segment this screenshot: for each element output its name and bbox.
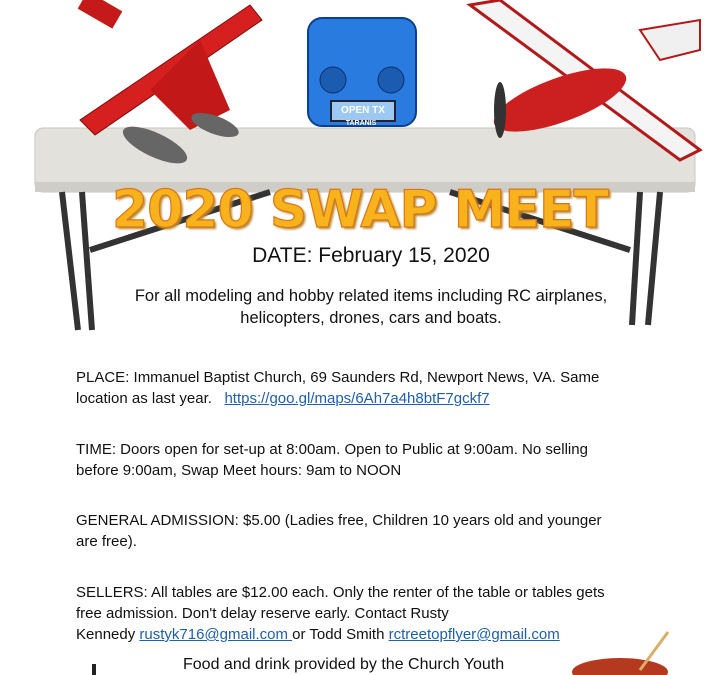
- intro-line: For all modeling and hobby related items including RC airplanes,: [134, 287, 608, 305]
- place-line: location as last year.: [76, 390, 212, 407]
- admission-section: [76, 510, 696, 552]
- email-link-todd[interactable]: rctreetopflyer@gmail.com: [388, 626, 560, 643]
- sellers-line: or Todd Smith: [292, 626, 389, 643]
- bottle-image: [92, 664, 96, 675]
- email-link-rusty[interactable]: rustyk716@gmail.com: [139, 626, 293, 643]
- food-note: Food and drink provided by the Church Youth: [183, 656, 505, 673]
- transmitter-screen: OPEN TX: [330, 100, 396, 122]
- map-link[interactable]: https://goo.gl/maps/6Ah7a4h8btF7gckf7: [224, 390, 490, 407]
- event-date: DATE: February 15, 2020: [252, 244, 490, 267]
- admission-line: GENERAL ADMISSION: $5.00 (Ladies free, Children 10 years old and younger: [76, 512, 602, 529]
- place-line: PLACE: Immanuel Baptist Church, 69 Saunders Rd, Newport News, VA. Same: [76, 369, 600, 386]
- admission-line: are free).: [76, 533, 137, 550]
- intro-text: [0, 285, 720, 329]
- sellers-line: free admission. Don't delay reserve early. Contact Rusty: [76, 605, 449, 622]
- sellers-line: SELLERS: All tables are $12.00 each. Only the renter of the table or tables gets: [76, 584, 605, 601]
- intro-line: helicopters, drones, cars and boats.: [240, 309, 502, 327]
- sellers-section: [76, 582, 696, 645]
- transmitter-brand: TARANIS: [345, 120, 377, 127]
- page-title: 2020 SWAP MEET: [111, 180, 609, 240]
- sellers-line: Kennedy: [76, 626, 140, 643]
- time-line: before 9:00am, Swap Meet hours: 9am to NOON: [76, 462, 402, 479]
- place-section: [76, 367, 696, 409]
- time-line: TIME: Doors open for set-up at 8:00am. Open to Public at 9:00am. No selling: [76, 441, 588, 458]
- time-section: [76, 439, 696, 481]
